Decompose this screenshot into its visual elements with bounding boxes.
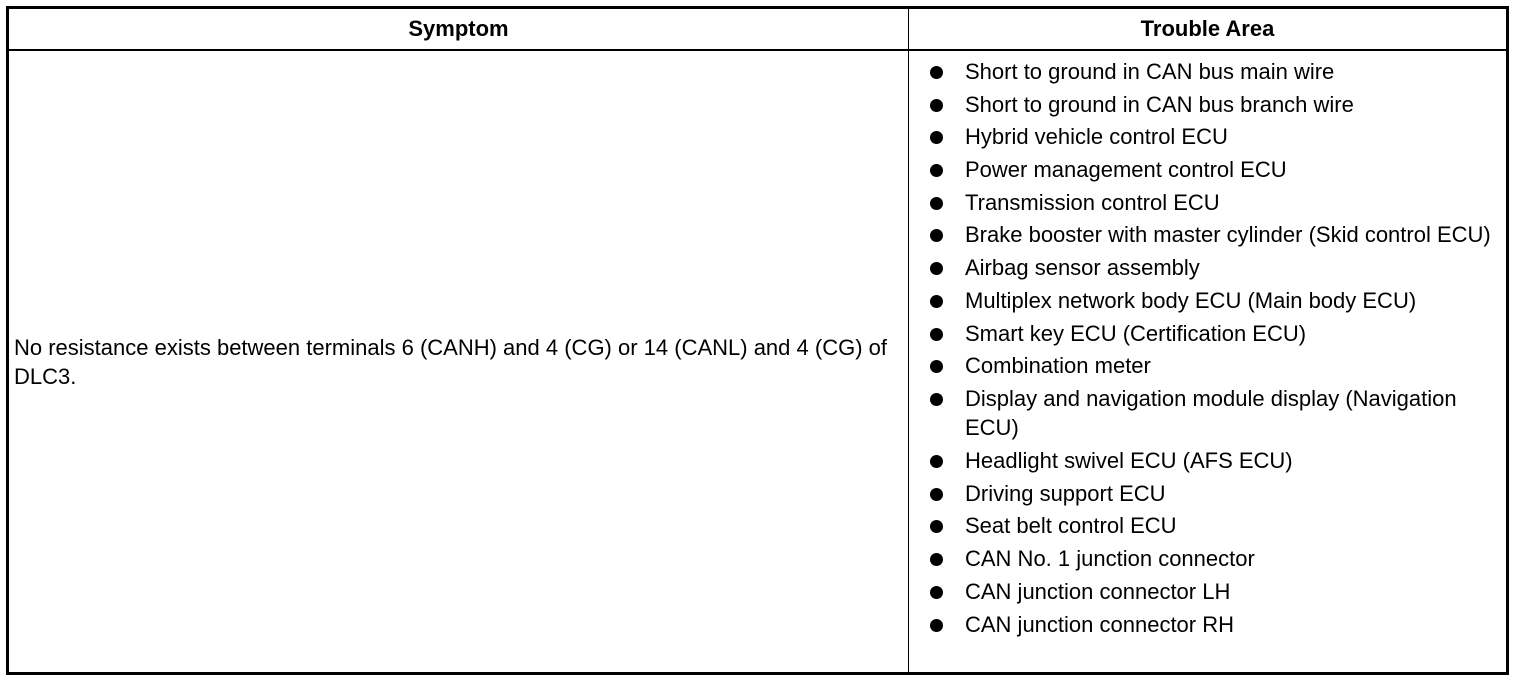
trouble-area-text: Short to ground in CAN bus branch wire — [965, 91, 1354, 117]
trouble-area-text: CAN junction connector LH — [965, 578, 1231, 604]
bullet-icon — [930, 131, 943, 144]
bullet-icon — [930, 197, 943, 210]
bullet-icon — [930, 586, 943, 599]
table-row — [8, 50, 1508, 674]
trouble-area-text: Multiplex network body ECU (Main body ECU) — [965, 287, 1417, 313]
bullet-icon — [930, 488, 943, 501]
list-item — [925, 155, 1498, 185]
bullet-icon — [930, 360, 943, 373]
trouble-area-text: Smart key ECU (Certification ECU) — [965, 320, 1307, 346]
list-item — [925, 319, 1498, 349]
bullet-icon — [930, 229, 943, 242]
trouble-area-list — [925, 57, 1498, 639]
symptom-table — [6, 6, 1509, 675]
trouble-area-text: Headlight swivel ECU (AFS ECU) — [965, 448, 1293, 474]
trouble-area-text: CAN No. 1 junction connector — [965, 546, 1255, 572]
list-item — [925, 610, 1498, 640]
list-item — [925, 90, 1498, 120]
bullet-icon — [930, 553, 943, 566]
list-item — [925, 544, 1498, 574]
list-item — [925, 188, 1498, 218]
trouble-area-text: Seat belt control ECU — [965, 513, 1177, 539]
bullet-icon — [930, 66, 943, 79]
trouble-area-text: Display and navigation module display (Navigation ECU) — [965, 385, 1457, 441]
trouble-area-text: CAN junction connector RH — [965, 611, 1235, 637]
trouble-area-text: Power management control ECU — [965, 157, 1287, 183]
trouble-area-text: Short to ground in CAN bus main wire — [965, 59, 1335, 84]
bullet-icon — [930, 328, 943, 341]
bullet-icon — [930, 99, 943, 112]
list-item — [925, 511, 1498, 541]
trouble-area-text: Hybrid vehicle control ECU — [965, 124, 1228, 150]
list-item — [925, 57, 1498, 87]
list-item — [925, 479, 1498, 509]
list-item — [925, 351, 1498, 381]
list-item — [925, 446, 1498, 476]
symptom-cell: No resistance exists between terminals 6 (CANH) and 4 (CG) or 14 (CANL) and 4 (CG) of DLC3. — [8, 50, 909, 674]
bullet-icon — [930, 520, 943, 533]
trouble-area-text: Brake booster with master cylinder (Skid control ECU) — [965, 222, 1491, 248]
trouble-area-header: Trouble Area — [909, 8, 1508, 51]
list-item — [925, 286, 1498, 316]
symptom-header: Symptom — [8, 8, 909, 51]
bullet-icon — [930, 295, 943, 308]
bullet-icon — [930, 164, 943, 177]
list-item — [925, 220, 1498, 250]
list-item — [925, 577, 1498, 607]
trouble-area-text: Transmission control ECU — [965, 189, 1220, 215]
bullet-icon — [930, 393, 943, 406]
list-item — [925, 253, 1498, 283]
list-item — [925, 384, 1498, 443]
trouble-area-text: Airbag sensor assembly — [965, 255, 1200, 281]
list-item — [925, 122, 1498, 152]
trouble-area-text: Combination meter — [965, 353, 1151, 379]
header-row — [8, 8, 1508, 51]
bullet-icon — [930, 262, 943, 275]
trouble-area-text: Driving support ECU — [965, 480, 1166, 506]
bullet-icon — [930, 619, 943, 632]
trouble-area-cell — [909, 50, 1508, 674]
bullet-icon — [930, 455, 943, 468]
